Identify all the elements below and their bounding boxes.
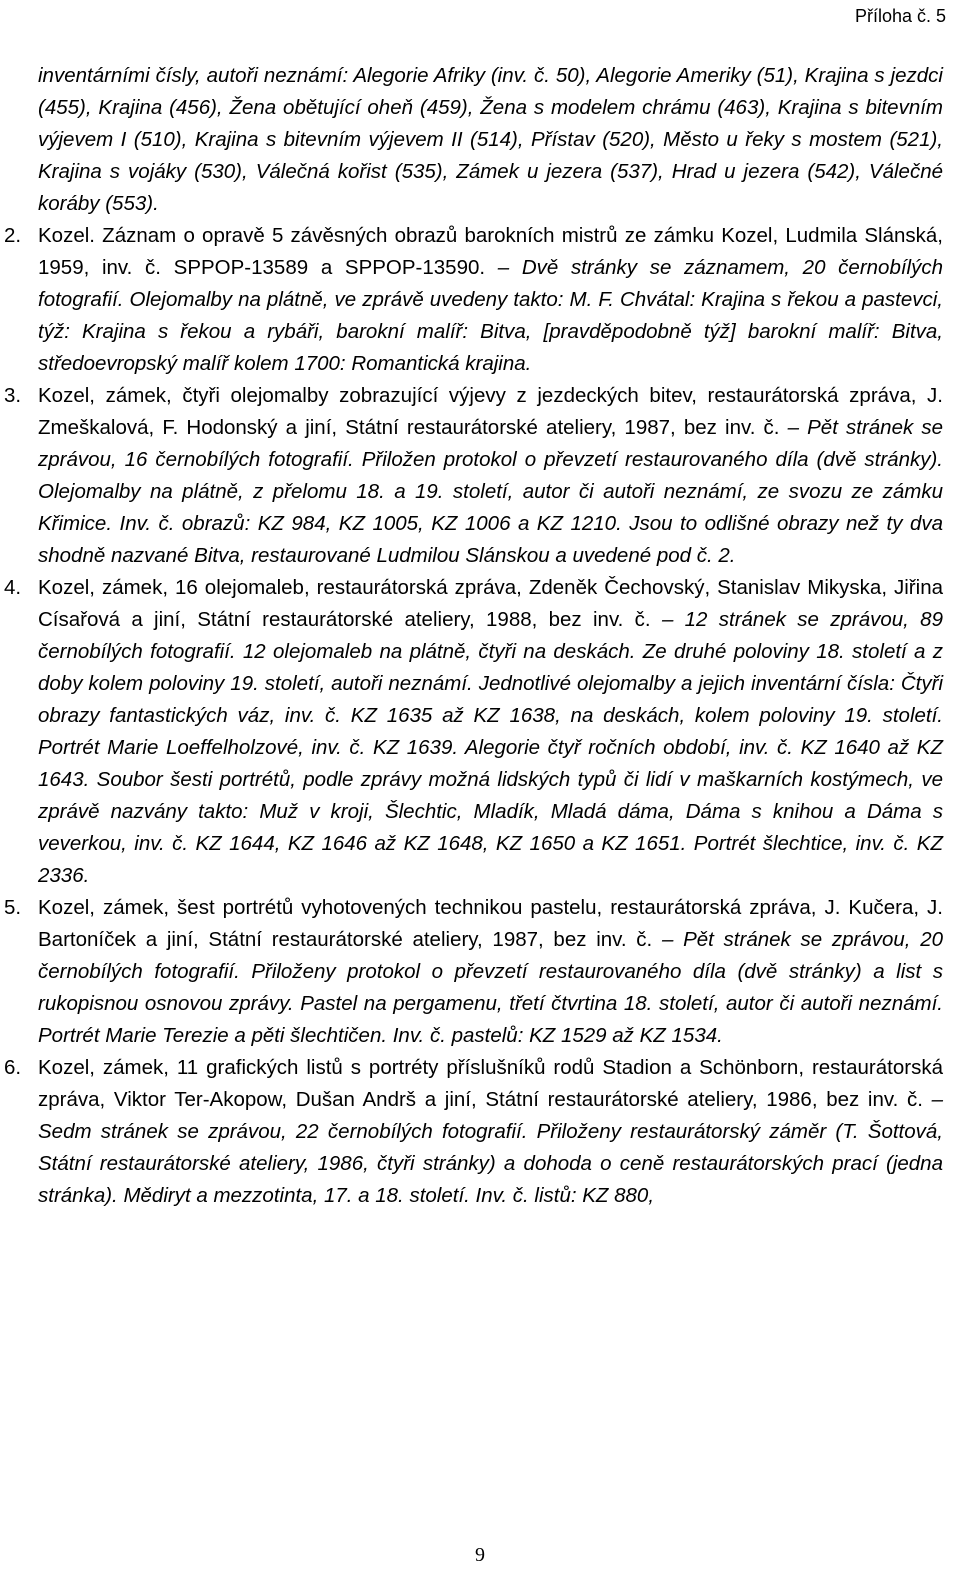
item-number: 3. [4, 384, 22, 407]
item-text: Kozel, zámek, 11 grafických listů s portréty příslušníků rodů Stadion a Schönborn, restaurátorská zpráva, Viktor Ter-Akopow, Dušan Andrš a jiní, Státní restaurátorské ateliery, 1986, bez inv. č. [38, 1056, 943, 1111]
item-italic-text: – Dvě stránky se záznamem, 20 černobílých fotografií. Olejomalby na plátně, ve zprávě uvedeny takto: M. F. Chvátal: Krajina s řekou a pastevci, týž: Krajina s řekou a rybáři, barokní malíř: Bitva, [pravděpodobně týž] barokní malíř: Bitva, středoevropský malíř kolem 1700: Romantická krajina. [38, 256, 943, 375]
item-text: Kozel, zámek, čtyři olejomalby zobrazující výjevy z jezdeckých bitev, restaurátorská zpráva, J. Zmeškalová, F. Hodonský a jiní, Státní restaurátorské ateliery, 1987, bez inv. č. [38, 384, 943, 439]
list-item [4, 220, 943, 380]
item-text: Kozel, zámek, 16 olejomaleb, restaurátorská zpráva, Zdeněk Čechovský, Stanislav Mikyska, Jiřina Císařová a jiní, Státní restaurátorské ateliery, 1988, bez inv. č. [38, 576, 943, 631]
item-italic-text: – Sedm stránek se zprávou, 22 černobílých fotografií. Přiloženy restaurátorský záměr (T. Šottová, Státní restaurátorské ateliery, 1986, čtyři stránky) a dohoda o ceně restaurátorských prací (jedna stránka). Mědiryt a mezzotinta, 17. a 18. století. Inv. č. listů: KZ 880, [38, 1088, 943, 1207]
item-number: 5. [4, 896, 22, 919]
item-italic-text: – Pět stránek se zprávou, 20 černobílých fotografií. Přiloženy protokol o převzetí restaurovaného díla (dvě stránky) a list s rukopisnou osnovou zprávy. Pastel na pergamenu, třetí čtvrtina 18. století, autor či autoři neznámí. Portrét Marie Terezie a pěti šlechtičen. Inv. č. pastelů: KZ 1529 až KZ 1534. [38, 928, 943, 1047]
item-italic-text: – 12 stránek se zprávou, 89 černobílých fotografií. 12 olejomaleb na plátně, čtyři na deskách. Ze druhé poloviny 18. století a z doby kolem poloviny 19. století, autoři neznámí. Jednotlivé olejomalby a jejich inventární čísla: Čtyři obrazy fantastických váz, inv. č. KZ 1635 až KZ 1638, na deskách, kolem poloviny 19. století. Portrét Marie Loeffelholzové, inv. č. KZ 1639. Alegorie čtyř ročních období, inv. č. KZ 1640 až KZ 1643. Soubor šesti portrétů, podle zprávy možná lidských typů či lidí v maškarních kostýmech, ve zprávě nazvány takto: Muž v kroji, Šlechtic, Mladík, Mladá dáma, Dáma s knihou a Dáma s veverkou, inv. č. KZ 1644, KZ 1646 až KZ 1648, KZ 1650 a KZ 1651. Portrét šlechtice, inv. č. KZ 2336. [38, 608, 943, 887]
list-item [4, 1052, 943, 1212]
list-item [4, 892, 943, 1052]
page-number: 9 [475, 1544, 485, 1566]
document-body [4, 60, 944, 1212]
intro-paragraph: inventárními čísly, autoři neznámí: Alegorie Afriky (inv. č. 50), Alegorie Ameriky (51), Krajina s jezdci (455), Krajina (456), Žena obětující oheň (459), Žena s modelem chrámu (463), Krajina s bitevním výjevem I (510), Krajina s bitevním výjevem II (514), Přístav (520), Město u řeky s mostem (521), Krajina s vojáky (530), Válečná kořist (535), Zámek u jezera (537), Hrad u jezera (542), Válečné koráby (553). [38, 64, 943, 215]
list-item [4, 572, 943, 892]
item-number: 4. [4, 576, 22, 599]
list-item [4, 380, 944, 572]
item-text: Kozel, zámek, šest portrétů vyhotovených technikou pastelu, restaurátorská zpráva, J. Kučera, J. Bartoníček a jiní, Státní restaurátorské ateliery, 1987, bez inv. č. [38, 896, 943, 951]
item-number: 6. [4, 1056, 22, 1079]
item-text: Kozel. Záznam o opravě 5 závěsných obrazů barokních mistrů ze zámku Kozel, Ludmila Slánská, 1959, inv. č. SPPOP-13589 a SPPOP-13590. [38, 224, 943, 279]
item-number: 2. [4, 224, 22, 247]
item-italic-text: – Pět stránek se zprávou, 16 černobílých fotografií. Přiložen protokol o převzetí restaurovaného díla (dvě stránky). Olejomalby na plátně, z přelomu 18. a 19. století, autor či autoři neznámí, ze svozu ze zámku Křimice. Inv. č. obrazů: KZ 984, KZ 1005, KZ 1006 a KZ 1210. Jsou to odlišné obrazy než ty dva shodně nazvané Bitva, restaurované Ludmilou Slánskou a uvedené pod č. 2. [38, 416, 944, 567]
annex-label: Příloha č. 5 [854, 6, 946, 26]
